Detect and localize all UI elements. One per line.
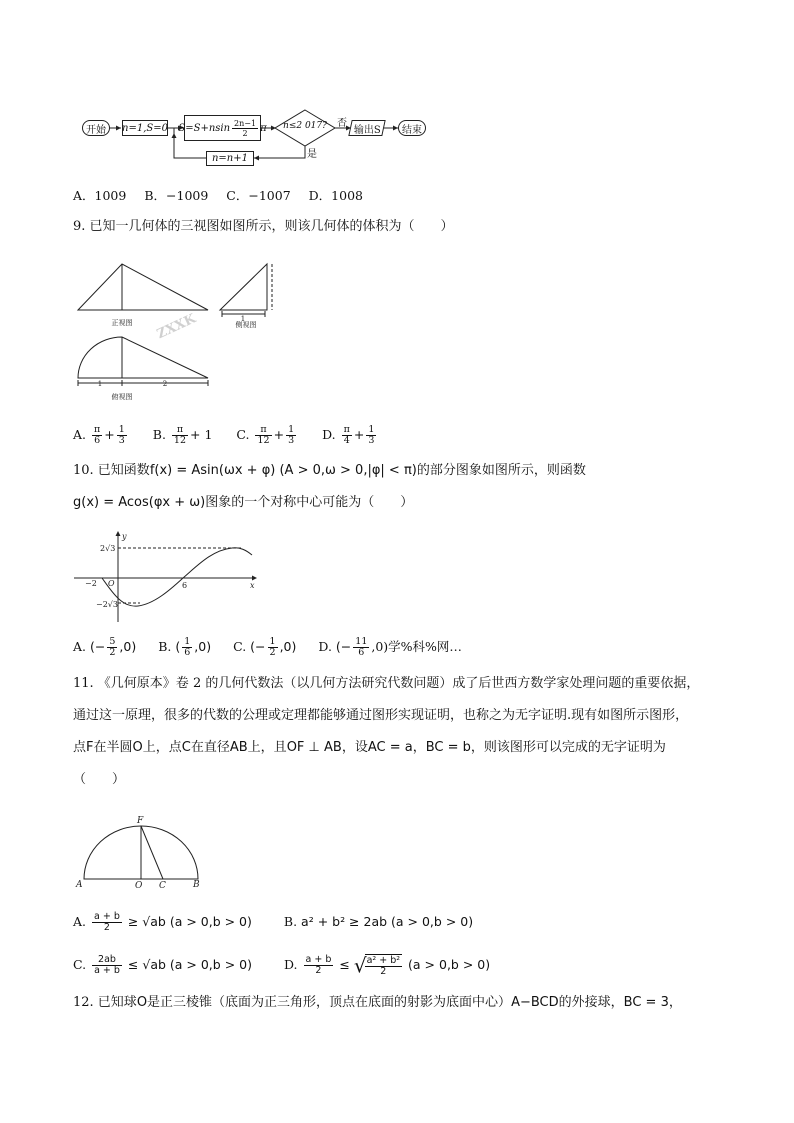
q11-line4: （ ） [73,772,126,787]
q11-a-den: 2 [103,922,110,933]
q11-d-sqrt-frac [365,954,402,977]
q11-line1: 11. 《几何原本》卷 2 的几何代数法（以几何方法研究代数问题）成了后世西方数学家处理问题的重要依据， [73,676,700,691]
q8-option-a: A．1009 [73,188,127,203]
flowchart-end [398,120,426,136]
flowchart-init [122,120,168,136]
q8-option-c: C．−1007 [226,188,291,203]
flowchart-process-suffix: π [260,122,267,134]
q11-options-row1 [73,910,473,934]
q9-option-b-frac [172,425,188,446]
q9-three-views-figure [70,258,280,408]
q11-l3-c: 在半圆 [93,740,133,755]
q9-top-view-label: 俯视图 [111,393,133,401]
q11-l3-d: O [132,740,143,755]
q10-d-den: 6 [358,647,365,658]
q11-l3-j: OF ⊥ AB [286,740,342,755]
q9-d-rden: 3 [368,435,375,446]
q11-d-den: 2 [315,965,322,976]
q9-b-rest: + 1 [190,427,213,442]
q10-a-pre: (− [90,639,106,654]
q11-c-num: 2ab [92,955,122,966]
q9-option-a-frac1 [92,425,102,446]
q10-graph [70,530,260,625]
q12-l1-e: 的外接球， [558,995,624,1010]
q9-a-num: π [94,424,101,435]
q11-a-rest: ≥ √ab (a > 0,b > 0) [127,914,252,929]
q12-l1-b: O [136,995,148,1010]
q11-a-letter: A. [73,914,87,929]
flowchart-output [348,120,385,136]
q10-ymin-label: −2√3 [96,600,118,609]
q10-c-frac [268,637,278,658]
q10-a-post: ,0) [119,639,137,654]
flowchart-condition-label: n≤2 017? [283,121,327,131]
q9-d-rnum: 1 [368,424,375,435]
q9-c-rden: 3 [288,435,295,446]
q11-point-b: B [193,880,200,890]
q11-d-sqrt [354,952,404,979]
flowchart-process-frac-num: 2n−1 [234,118,257,128]
q10-c-letter: C. [233,639,247,654]
q12-line1 [73,994,682,1012]
q9-option-c-frac1 [255,425,271,446]
q10-line2-b: 图象的一个对称中心可能为（ ） [205,495,414,510]
q11-options-row2 [73,952,490,979]
flowchart-increment-label: n=n+1 [211,153,248,164]
q10-line2-formula: g(x) = Acos(φx + ω) [73,495,206,510]
q11-c-rest: ≤ √ab (a > 0,b > 0) [127,957,252,972]
q9-a-rden: 3 [118,435,125,446]
q9-top-dim-1: 1 [97,380,103,388]
q9-b-num: π [172,425,188,436]
q10-b-den: 6 [184,647,191,658]
q11-l3-e: 上，点 [142,740,182,755]
q12-l1-f: BC = 3， [623,995,682,1010]
q11-d-num: a + b [305,954,332,965]
q9-question: 9. 已知一几何体的三视图如图所示，则该几何体的体积为（ ） [73,219,454,234]
q11-a-frac [92,912,122,933]
q10-x-axis-label: x [250,581,255,590]
q12-l1-d: A−BCD [511,995,559,1010]
q10-b-num: 1 [184,636,191,647]
q9-option-c: C. $\frac{\pi}{12}$ + $\frac{1}{3}$ [236,424,295,446]
q9-a-den: 6 [94,435,101,446]
q10-d-frac [353,637,369,658]
q10-origin-label: O [108,579,115,588]
q9-top-dim-2: 2 [162,380,168,388]
q11-d-mid: ≤ [339,957,350,972]
q9-option-b-letter: B. [152,427,166,442]
q10-a-num: 5 [109,636,116,647]
q11-c-den: a + b [94,965,120,976]
q11-l3-f: C [181,740,191,755]
q11-l3-a: 点 [73,740,87,755]
q10-option-a [73,636,140,658]
q9-option-b [152,424,217,446]
q10-d-num: 11 [355,636,368,647]
q11-l3-l: AC = a，BC = b [367,740,471,755]
q11-d-frac [304,955,334,976]
q9-option-a: A. $\frac{\pi}{6}$ + $\frac{1}{3}$ [73,424,125,446]
q10-d-letter: D. [318,639,332,654]
q10-line2 [73,494,413,512]
q10-line1-formula: f(x) = Asin(ωx + φ) (A > 0,ω > 0,|φ| < π) [149,463,417,478]
flowchart-process [178,115,267,141]
flowchart-condition [277,121,333,131]
q10-c-post: ,0) [279,639,297,654]
q9-option-c-frac2 [286,425,296,446]
q10-c-num: 1 [269,636,276,647]
q9-side-view-label: 侧视图 [235,321,257,329]
q11-point-o: O [135,881,143,890]
q10-c-den: 2 [269,647,276,658]
q11-l3-m: ，则该图形可以完成的无字证明为 [470,740,666,755]
q9-option-d-frac1 [342,425,352,446]
q11-point-c: C [159,881,166,890]
flowchart-increment [206,151,254,166]
q11-a-num: a + b [94,911,120,922]
q10-line1-c: 的部分图象如图所示，则函数 [416,463,586,478]
flowchart-output-label: 输出S [353,124,381,136]
flowchart-process-frac-den: 2 [242,128,248,138]
flowchart-process-prefix: S=S+nsin [178,122,231,134]
q11-option-b [284,914,473,929]
q10-d-post: ,0)学%科%网… [371,639,462,654]
q9-option-d-frac2 [366,425,376,446]
q9-option-c-letter: C. [236,427,250,442]
q10-a-den: 2 [109,647,116,658]
q9-c-num: π [255,425,271,436]
q11-d-rest: (a > 0,b > 0) [408,957,491,972]
q10-b-letter: B. [158,639,172,654]
q10-option-d [318,636,462,658]
q9-option-a-frac2 [117,425,127,446]
q9-options [73,424,378,446]
q11-option-d [283,953,491,978]
q9-front-view-label: 正视图 [111,319,133,327]
flowchart-end-label: 结束 [402,124,422,136]
q11-point-a: A [76,880,83,890]
q11-d-sqrt-num: a² + b² [366,955,401,967]
q10-line1-a: 10. 已知函数 [73,463,150,478]
flowchart-init-label: n=1,S=0 [122,122,168,134]
q11-c-frac [92,955,122,976]
q11-option-c [73,954,256,976]
flowchart-no-label: 否 [337,118,347,129]
q11-c-letter: C. [73,957,87,972]
q12-l1-a: 12. 已知球 [73,995,137,1010]
q11-l3-k: ，设 [341,740,368,755]
flowchart-process-frac [232,119,258,138]
q11-d-letter: D. [283,957,298,972]
q9-option-d-letter: D. [322,427,336,442]
q11-b-body: a² + b² ≥ 2ab (a > 0,b > 0) [301,914,474,929]
q9-option-d: D. $\frac{\pi}{4}$ + $\frac{1}{3}$ [322,424,375,446]
q11-l3-g: 在直径 [190,740,230,755]
q11-d-sqrt-den: 2 [380,966,387,978]
q9-watermark: ZXXK [154,311,199,343]
q8-option-b: B．−1009 [144,188,209,203]
flowchart-start [82,120,110,136]
q9-d-num: π [343,424,350,435]
q10-a-frac [107,637,117,658]
q11-option-a [73,911,256,933]
flowchart-start-label: 开始 [86,124,106,136]
q11-semicircle-figure [72,812,212,890]
q10-b-pre: ( [175,639,181,654]
q11-line3 [73,739,666,757]
flowchart-arrows [0,0,794,180]
q10-line1 [73,462,586,480]
flowchart-yes-label: 是 [307,149,317,160]
q9-c-rnum: 1 [288,424,295,435]
q10-six-label: 6 [182,581,188,590]
q11-b-letter: B. [283,914,298,929]
q10-b-post: ,0) [194,639,212,654]
q10-c-pre: (− [250,639,266,654]
q9-a-rnum: 1 [118,424,125,435]
q11-l3-i: 上，且 [247,740,287,755]
q10-ymax-label: 2√3 [100,544,116,553]
q11-l3-h: AB [229,740,248,755]
q8-option-d: D．1008 [308,188,363,203]
q9-side-dim: 1 [240,315,246,323]
q10-b-frac [182,637,192,658]
q10-options [73,636,462,658]
q10-y-axis-label: y [122,532,127,541]
q11-point-f: F [137,816,144,826]
q12-l1-c: 是正三棱锥（底面为正三角形，顶点在底面的射影为底面中心） [147,995,512,1010]
q10-a-letter: A. [73,639,87,654]
q9-option-a-letter: A. [73,427,87,442]
q10-neg2-label: −2 [85,579,97,588]
q8-options [73,187,363,205]
q10-option-b [158,636,215,658]
q10-option-c [233,636,300,658]
q9-d-den: 4 [343,435,350,446]
q11-l3-b: F [86,740,94,755]
q11-line2: 通过这一原理，很多的代数的公理或定理都能够通过图形实现证明，也称之为无字证明.现有如图所示图形， [73,708,689,723]
radical-icon: √ [353,953,367,978]
q9-b-den: 12 [173,435,187,446]
q9-c-den: 12 [257,435,270,446]
q10-d-pre: (− [335,639,352,654]
